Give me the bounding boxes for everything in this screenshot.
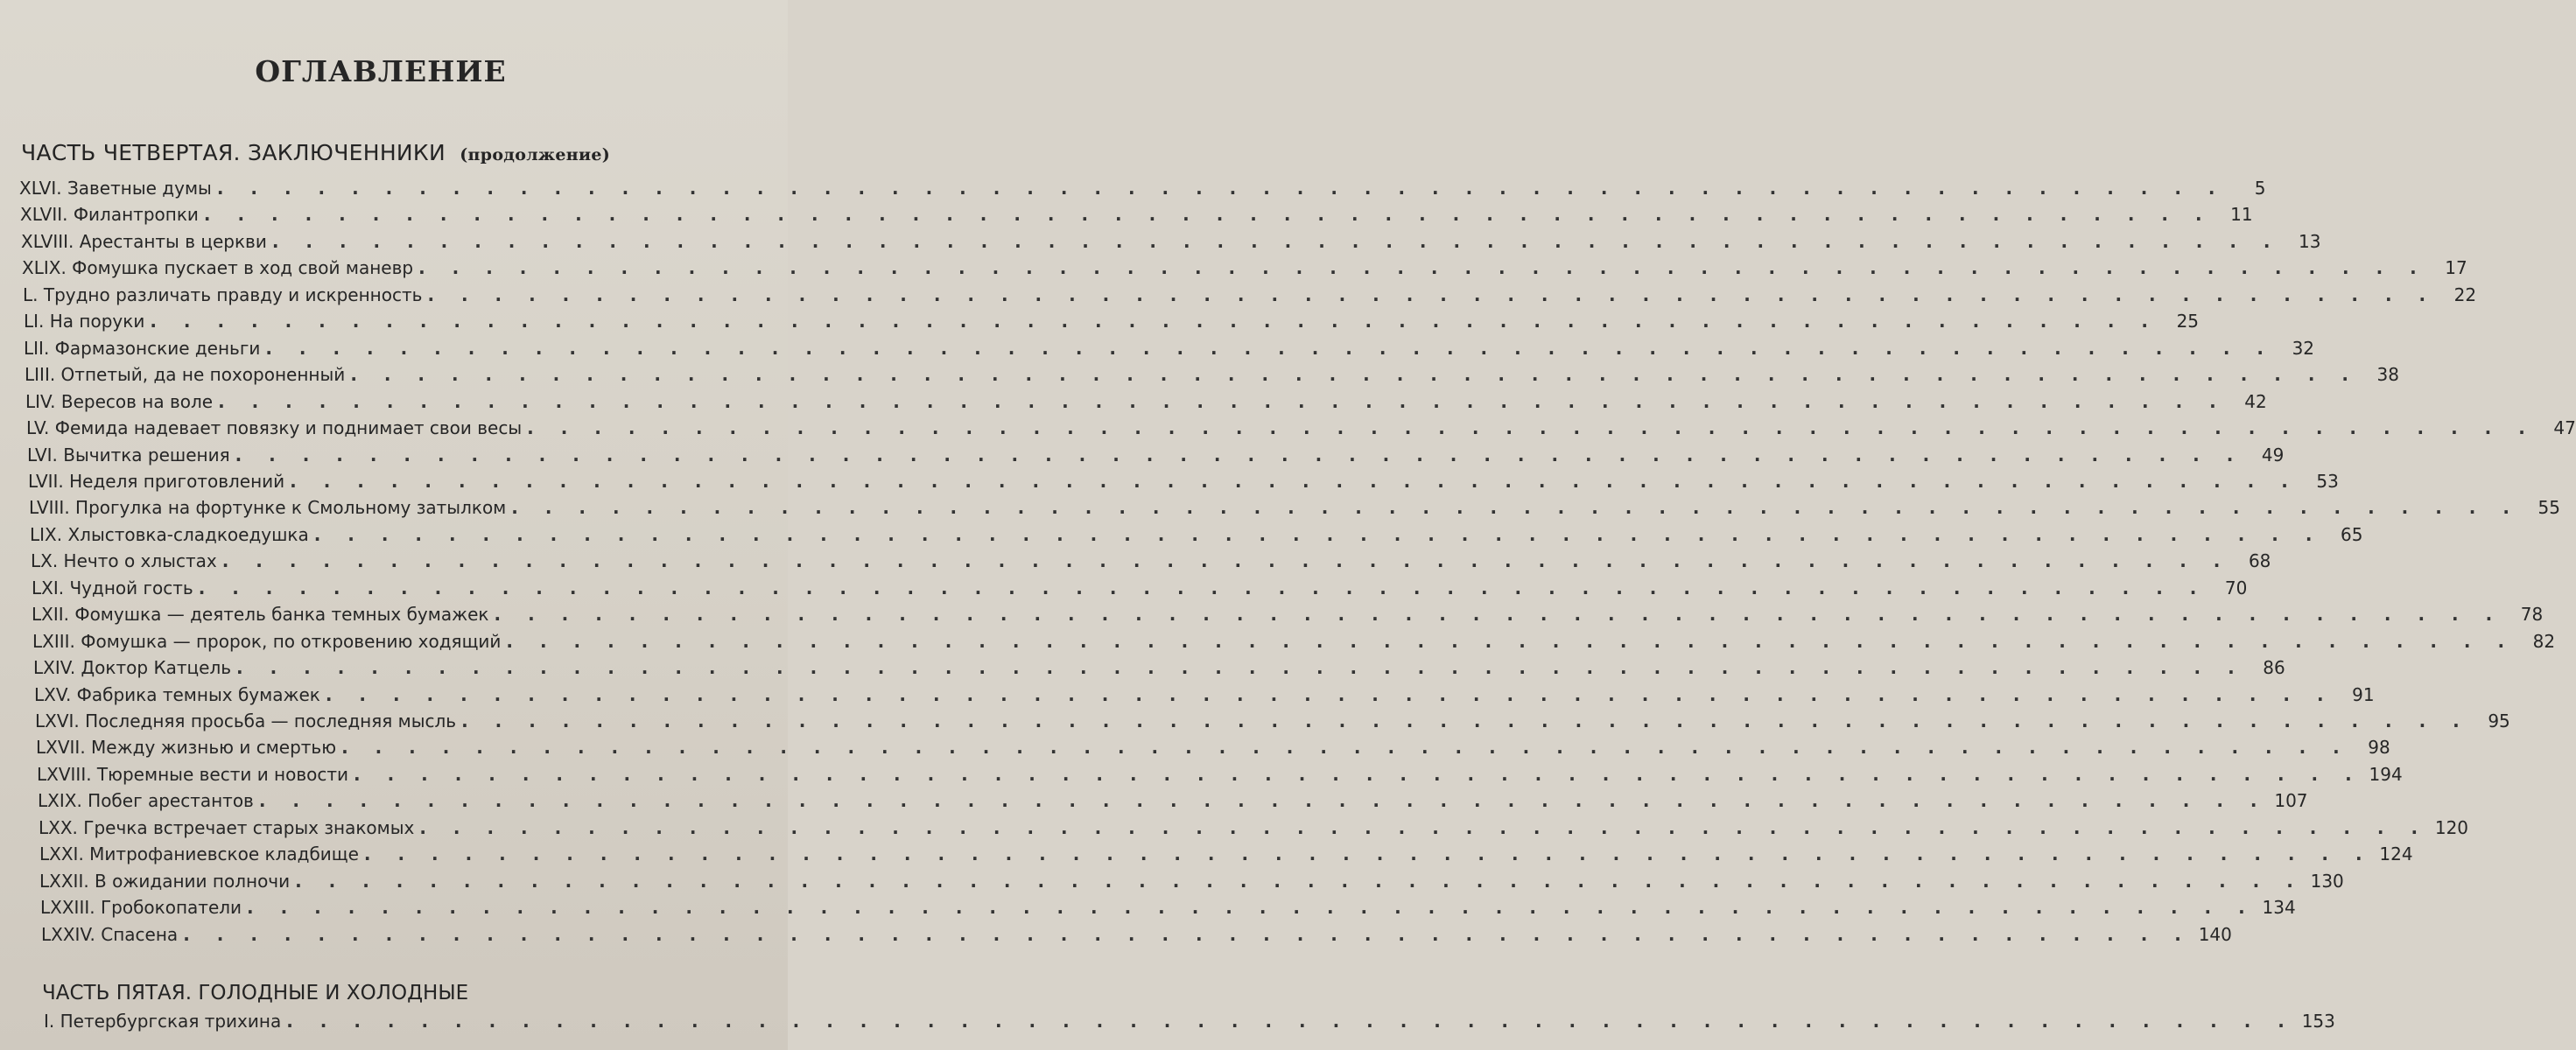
- toc-dot-leader: . . . . . . . . . . . . . . . . . . . . . . . . . . . . . . . . . . . . . . . . . . . . . . . . . . . . . . . . . . . .: [461, 710, 2470, 732]
- toc-dot-leader: . . . . . . . . . . . . . . . . . . . . . . . . . . . . . . . . . . . . . . . . . . . . . . . . . . . . . . . . . . . .: [427, 284, 2437, 305]
- toc-entry-page: 130: [2310, 871, 2344, 892]
- toc-entry: [25, 391, 2267, 417]
- part-five-heading: ЧАСТЬ ПЯТАЯ. ГОЛОДНЫЕ И ХОЛОДНЫЕ: [42, 982, 469, 1004]
- toc-entry-page: 17: [2445, 257, 2467, 278]
- toc-entry: [26, 417, 2576, 444]
- toc-dot-leader: . . . . . . . . . . . . . . . . . . . . . . . . . . . . . . . . . . . . . . . . . . . . . . . . . . . . . . . . . . . .: [354, 764, 2362, 785]
- toc-entry-title: LXVIII. Тюремные вести и новости: [37, 764, 349, 785]
- part-four-heading-note: (продолжение): [460, 145, 611, 164]
- toc-dot-leader: . . . . . . . . . . . . . . . . . . . . . . . . . . . . . . . . . . . . . . . . . . . . . . . . . . . . . . . . . . . .: [236, 657, 2245, 678]
- toc-entry-title: LIX. Хлыстовка-сладкоедушка: [30, 524, 309, 545]
- toc-dot-leader: . . . . . . . . . . . . . . . . . . . . . . . . . . . . . . . . . . . . . . . . . . . . . . . . . . . . . . . . . . . .: [419, 817, 2429, 838]
- toc-entry-page: 95: [2488, 710, 2510, 732]
- toc-entry: [32, 578, 2248, 604]
- toc-entry-page: 53: [2316, 471, 2339, 492]
- toc-entry-title: LXX. Гречка встречает старых знакомых: [39, 817, 415, 838]
- toc-entry-title: LVI. Вычитка решения: [27, 444, 230, 466]
- toc-entry-page: 5: [2254, 178, 2266, 199]
- toc-entry-page: 65: [2340, 524, 2363, 545]
- toc-dot-leader: . . . . . . . . . . . . . . . . . . . . . . . . . . . . . . . . . . . . . . . . . . . . . . . . . . . . . . . . . . . .: [183, 924, 2192, 945]
- toc-entry-page: 140: [2198, 924, 2232, 945]
- toc-entry: [39, 817, 2469, 844]
- toc-entry: [34, 684, 2375, 710]
- toc-entry-title: LI. На поруки: [24, 311, 145, 332]
- toc-entry-title: LIII. Отпетый, да не похороненный: [25, 364, 346, 385]
- toc-dot-leader: . . . . . . . . . . . . . . . . . . . . . . . . . . . . . . . . . . . . . . . . . . . . . . . . . . . . . . . . . . . .: [313, 524, 2323, 545]
- toc-entry-page: 194: [2369, 764, 2403, 785]
- toc-dot-leader: . . . . . . . . . . . . . . . . . . . . . . . . . . . . . . . . . . . . . . . . . . . . . . . . . . . . . . . . . . . .: [527, 417, 2536, 438]
- toc-entry: [32, 631, 2556, 657]
- page-title: ОГЛАВЛЕНИЕ: [255, 54, 507, 88]
- toc-entry-page: 98: [2368, 737, 2390, 758]
- toc-entry-page: 124: [2379, 844, 2413, 864]
- toc-entry: [19, 178, 2266, 204]
- toc-dot-leader: . . . . . . . . . . . . . . . . . . . . . . . . . . . . . . . . . . . . . . . . . . . . . . . . . . . . . . . . . . . .: [271, 231, 2281, 252]
- toc-entry: [39, 844, 2413, 870]
- toc-entry-title: LXI. Чудной гость: [32, 578, 193, 598]
- toc-dot-leader: . . . . . . . . . . . . . . . . . . . . . . . . . . . . . . . . . . . . . . . . . . . . . . . . . . . . . . . . . . . .: [198, 578, 2207, 598]
- toc-entry: [23, 284, 2477, 311]
- toc-entry-title: LVII. Неделя приготовлений: [28, 471, 285, 492]
- toc-entry-title: LVIII. Прогулка на фортунке к Смольному затылком: [29, 497, 507, 518]
- toc-entry-title: LXVI. Последняя просьба — последняя мысль: [35, 710, 457, 732]
- toc-dot-leader: . . . . . . . . . . . . . . . . . . . . . . . . . . . . . . . . . . . . . . . . . . . . . . . . . . . . . . . . . . . .: [341, 737, 2350, 758]
- toc-dot-leader: . . . . . . . . . . . . . . . . . . . . . . . . . . . . . . . . . . . . . . . . . . . . . . . . . . . . . . . . . . . .: [265, 338, 2275, 359]
- toc-dot-leader: . . . . . . . . . . . . . . . . . . . . . . . . . . . . . . . . . . . . . . . . . . . . . . . . . . . . . . . . . . . .: [286, 1011, 2295, 1032]
- toc-entry-title: LII. Фармазонские деньги: [24, 338, 261, 359]
- toc-entry-page: 91: [2352, 684, 2375, 705]
- toc-entry: [37, 764, 2403, 790]
- toc-dot-leader: . . . . . . . . . . . . . . . . . . . . . . . . . . . . . . . . . . . . . . . . . . . . . . . . . . . . . . . . . . . .: [258, 790, 2268, 811]
- toc-dot-leader: . . . . . . . . . . . . . . . . . . . . . . . . . . . . . . . . . . . . . . . . . . . . . . . . . . . . . . . . . . . .: [325, 684, 2334, 705]
- toc-entry-page: 68: [2248, 550, 2271, 571]
- toc-dot-leader: . . . . . . . . . . . . . . . . . . . . . . . . . . . . . . . . . . . . . . . . . . . . . . . . . . . . . . . . . . . .: [494, 604, 2503, 625]
- toc-entry-page: 22: [2453, 284, 2477, 305]
- toc-dot-leader: . . . . . . . . . . . . . . . . . . . . . . . . . . . . . . . . . . . . . . . . . . . . . . . . . . . . . . . . . . . .: [295, 871, 2304, 892]
- toc-dot-leader: . . . . . . . . . . . . . . . . . . . . . . . . . . . . . . . . . . . . . . . . . . . . . . . . . . . . . . . . . . . .: [216, 178, 2226, 199]
- toc-entry-title: LXXI. Митрофаниевское кладбище: [39, 844, 359, 864]
- toc-entry: [27, 444, 2285, 471]
- toc-entry: [29, 497, 2560, 523]
- toc-entry-page: 49: [2261, 444, 2285, 466]
- toc-entry-title: LXVII. Между жизнью и смертью: [36, 737, 337, 758]
- toc-entry-page: 42: [2244, 391, 2267, 412]
- toc-entry-title: I. Петербургская трихина: [44, 1011, 282, 1032]
- toc-entry: [32, 604, 2544, 630]
- toc-dot-leader: . . . . . . . . . . . . . . . . . . . . . . . . . . . . . . . . . . . . . . . . . . . . . . . . . . . . . . . . . . . .: [511, 497, 2520, 518]
- toc-entry-page: 86: [2263, 657, 2285, 678]
- toc-entry-title: LXIX. Побег арестантов: [38, 790, 254, 811]
- toc-dot-leader: . . . . . . . . . . . . . . . . . . . . . . . . . . . . . . . . . . . . . . . . . . . . . . . . . . . . . . . . . . . .: [150, 311, 2159, 332]
- toc-entry-title: XLVIII. Арестанты в церкви: [21, 231, 267, 252]
- toc-entry: [39, 871, 2344, 897]
- toc-entry-title: LXV. Фабрика темных бумажек: [34, 684, 320, 705]
- toc-dot-leader: . . . . . . . . . . . . . . . . . . . . . . . . . . . . . . . . . . . . . . . . . . . . . . . . . . . . . . . . . . . .: [221, 550, 2231, 571]
- toc-entry: [41, 924, 2232, 950]
- toc-entry: [21, 231, 2321, 257]
- toc-entry-page: 13: [2299, 231, 2321, 252]
- toc-entry-page: 55: [2537, 497, 2560, 518]
- toc-entry: [30, 524, 2363, 550]
- part-four-heading-text: ЧАСТЬ ЧЕТВЕРТАЯ. ЗАКЛЮЧЕННИКИ: [21, 140, 446, 165]
- toc-entry: [40, 897, 2296, 923]
- toc-dot-leader: . . . . . . . . . . . . . . . . . . . . . . . . . . . . . . . . . . . . . . . . . . . . . . . . . . . . . . . . . . . .: [350, 364, 2359, 385]
- toc-entry-title: LX. Нечто о хлыстах: [31, 550, 217, 571]
- toc-entry-page: 70: [2224, 578, 2248, 598]
- toc-dot-leader: . . . . . . . . . . . . . . . . . . . . . . . . . . . . . . . . . . . . . . . . . . . . . . . . . . . . . . . . . . . .: [247, 897, 2256, 918]
- toc-entry-title: XLVII. Филантропки: [20, 204, 199, 225]
- toc-dot-leader: . . . . . . . . . . . . . . . . . . . . . . . . . . . . . . . . . . . . . . . . . . . . . . . . . . . . . . . . . . . .: [418, 257, 2427, 278]
- toc-dot-leader: . . . . . . . . . . . . . . . . . . . . . . . . . . . . . . . . . . . . . . . . . . . . . . . . . . . . . . . . . . . .: [290, 471, 2299, 492]
- toc-entry: [31, 550, 2271, 577]
- toc-entry: [38, 790, 2308, 816]
- toc-entry-title: XLVI. Заветные думы: [19, 178, 212, 199]
- toc-entry-title: LXII. Фомушка — деятель банка темных бумажек: [32, 604, 489, 625]
- toc-dot-leader: . . . . . . . . . . . . . . . . . . . . . . . . . . . . . . . . . . . . . . . . . . . . . . . . . . . . . . . . . . . .: [506, 631, 2516, 652]
- toc-entry-page: 107: [2274, 790, 2308, 811]
- toc-entry: [36, 737, 2390, 763]
- toc-entry-page: 153: [2301, 1011, 2335, 1032]
- toc-entry-title: LXIV. Доктор Катцель: [33, 657, 232, 678]
- toc-entry: [28, 471, 2339, 497]
- toc-entry: [35, 710, 2510, 737]
- toc-dot-leader: . . . . . . . . . . . . . . . . . . . . . . . . . . . . . . . . . . . . . . . . . . . . . . . . . . . . . . . . . . . .: [203, 204, 2213, 225]
- toc-entry-page: 11: [2230, 204, 2253, 225]
- toc-entry: [20, 204, 2253, 230]
- toc-entry-title: LIV. Вересов на воле: [25, 391, 214, 412]
- toc-entry-page: 47: [2553, 417, 2576, 438]
- toc-entry: [25, 364, 2399, 390]
- toc-entry-page: 134: [2262, 897, 2296, 918]
- toc-entry-page: 78: [2520, 604, 2544, 625]
- toc-entry-title: L. Трудно различать правду и искренность: [23, 284, 423, 305]
- toc-entry-page: 120: [2434, 817, 2469, 838]
- toc-entry-page: 32: [2292, 338, 2315, 359]
- toc-entry-page: 82: [2532, 631, 2556, 652]
- toc-entry-title: LV. Фемида надевает повязку и поднимает свои весы: [26, 417, 523, 438]
- toc-dot-leader: . . . . . . . . . . . . . . . . . . . . . . . . . . . . . . . . . . . . . . . . . . . . . . . . . . . . . . . . . . . .: [235, 444, 2244, 466]
- toc-dot-leader: . . . . . . . . . . . . . . . . . . . . . . . . . . . . . . . . . . . . . . . . . . . . . . . . . . . . . . . . . . . .: [218, 391, 2227, 412]
- toc-entry: [22, 257, 2467, 284]
- toc-entry: [44, 1011, 2335, 1037]
- toc-entry-title: LXXII. В ожидании полночи: [39, 871, 291, 892]
- toc-entry-page: 38: [2376, 364, 2399, 385]
- toc-entry-title: LXXIV. Спасена: [41, 924, 179, 945]
- toc-dot-leader: . . . . . . . . . . . . . . . . . . . . . . . . . . . . . . . . . . . . . . . . . . . . . . . . . . . . . . . . . . . .: [363, 844, 2373, 864]
- toc-entry-title: LXXIII. Гробокопатели: [40, 897, 242, 918]
- toc-entry: [33, 657, 2285, 683]
- toc-entry-page: 25: [2176, 311, 2200, 332]
- toc-entry-title: LXIII. Фомушка — пророк, по откровению ходящий: [32, 631, 502, 652]
- toc-entry-title: XLIX. Фомушка пускает в ход свой маневр: [22, 257, 414, 278]
- toc-entry: [24, 311, 2200, 337]
- toc-entry: [24, 338, 2315, 364]
